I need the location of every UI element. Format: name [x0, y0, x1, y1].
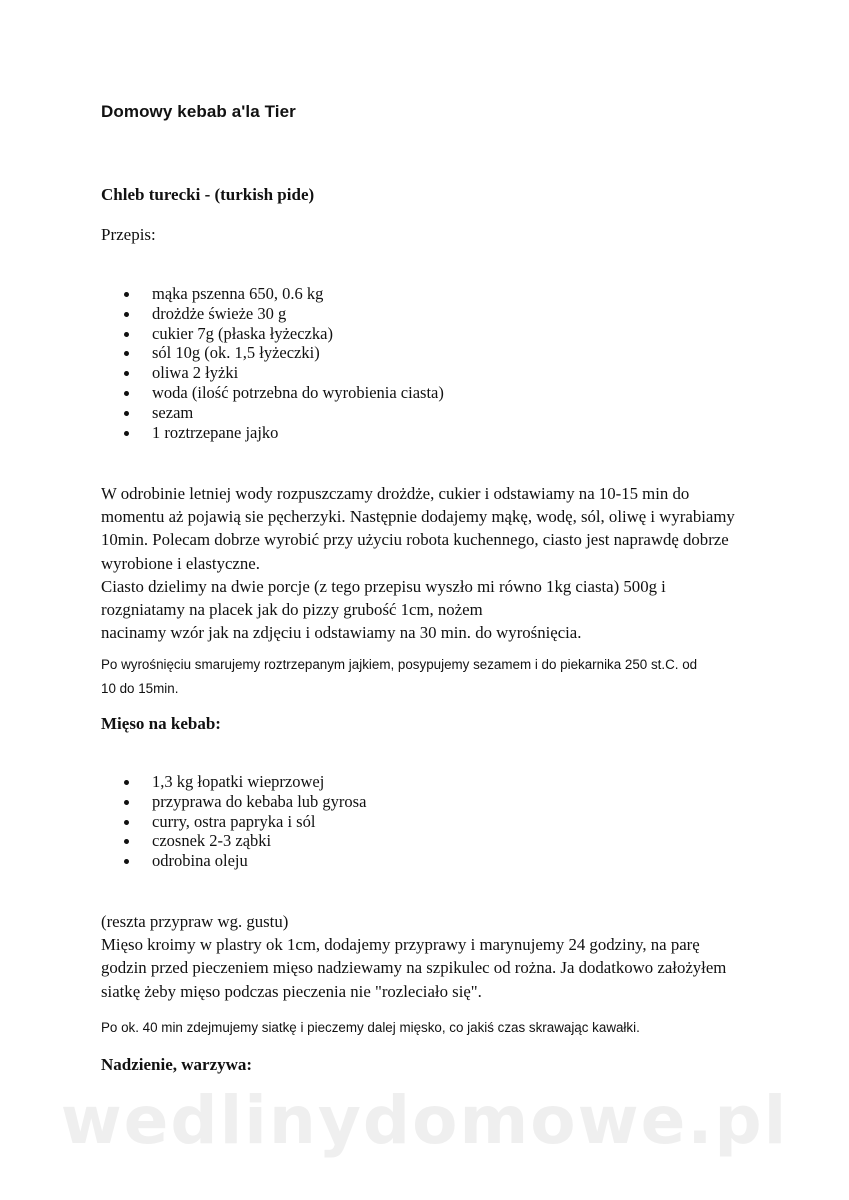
list-item: przyprawa do kebaba lub gyrosa — [101, 792, 366, 812]
meat-heading: Mięso na kebab: — [101, 714, 221, 733]
bullet-icon — [124, 332, 129, 337]
list-item: woda (ilość potrzebna do wyrobienia ciasta) — [101, 383, 444, 403]
list-item: 1,3 kg łopatki wieprzowej — [101, 772, 366, 792]
list-item: czosnek 2-3 ząbki — [101, 831, 366, 851]
list-item: odrobina oleju — [101, 851, 366, 871]
page-title: Domowy kebab a'la Tier — [101, 102, 296, 121]
bullet-icon — [124, 292, 129, 297]
list-item: curry, ostra papryka i sól — [101, 812, 366, 832]
list-item: cukier 7g (płaska łyżeczka) — [101, 324, 444, 344]
bread-ingredients-list — [101, 284, 444, 442]
bread-baking-note: Po wyrośnięciu smarujemy roztrzepanym jajkiem, posypujemy sezamem i do piekarnika 250 st.C. od 10 do 15min. — [101, 657, 698, 696]
bread-instructions: W odrobinie letniej wody rozpuszczamy drożdże, cukier i odstawiamy na 10-15 min do momentu aż pojawią sie pęcherzyki. Następnie dodajemy mąkę, wodę, sól, oliwę i wyrabiamy 10min. Polecam dobrze wyrobić przy użyciu robota kuchennego, ciasto jest naprawdę dobrze wyrobione i elastyczne. Ciasto dzielimy na dwie porcje (z tego przepisu wyszło mi równo 1kg ciasta) 500g i rozgniatamy na placek jak do pizzy grubość 1cm, nożem nacinamy wzór jak na zdjęciu i odstawiamy na 30 min. do wyrośnięcia. — [101, 484, 735, 643]
bread-heading: Chleb turecki - (turkish pide) — [101, 185, 315, 204]
bullet-icon — [124, 780, 129, 785]
list-item: sezam — [101, 403, 444, 423]
bullet-icon — [124, 820, 129, 825]
bullet-icon — [124, 371, 129, 376]
bullet-icon — [124, 431, 129, 436]
meat-instructions: (reszta przypraw wg. gustu) Mięso kroimy w plastry ok 1cm, dodajemy przyprawy i marynujemy 24 godziny, na parę godzin przed pieczeniem mięso nadziewamy na szpikulec od rożna. Ja dodatkowo założyłem siatkę żeby mięso podczas pieczenia nie "rozleciało się". — [101, 912, 727, 1001]
bullet-icon — [124, 839, 129, 844]
bullet-icon — [124, 859, 129, 864]
bullet-icon — [124, 351, 129, 356]
watermark: wedlinydomowe.pl — [60, 1082, 789, 1159]
bullet-icon — [124, 312, 129, 317]
list-item: drożdże świeże 30 g — [101, 304, 444, 324]
meat-ingredients-list — [101, 772, 366, 871]
bullet-icon — [124, 391, 129, 396]
list-item: 1 roztrzepane jajko — [101, 423, 444, 443]
bullet-icon — [124, 800, 129, 805]
list-item: mąka pszenna 650, 0.6 kg — [101, 284, 444, 304]
list-item: oliwa 2 łyżki — [101, 363, 444, 383]
meat-roasting-note: Po ok. 40 min zdejmujemy siatkę i pieczemy dalej mięsko, co jakiś czas skrawając kawałki. — [101, 1020, 640, 1035]
recipe-label: Przepis: — [101, 225, 156, 244]
bullet-icon — [124, 411, 129, 416]
list-item: sól 10g (ok. 1,5 łyżeczki) — [101, 343, 444, 363]
filling-heading: Nadzienie, warzywa: — [101, 1055, 253, 1074]
